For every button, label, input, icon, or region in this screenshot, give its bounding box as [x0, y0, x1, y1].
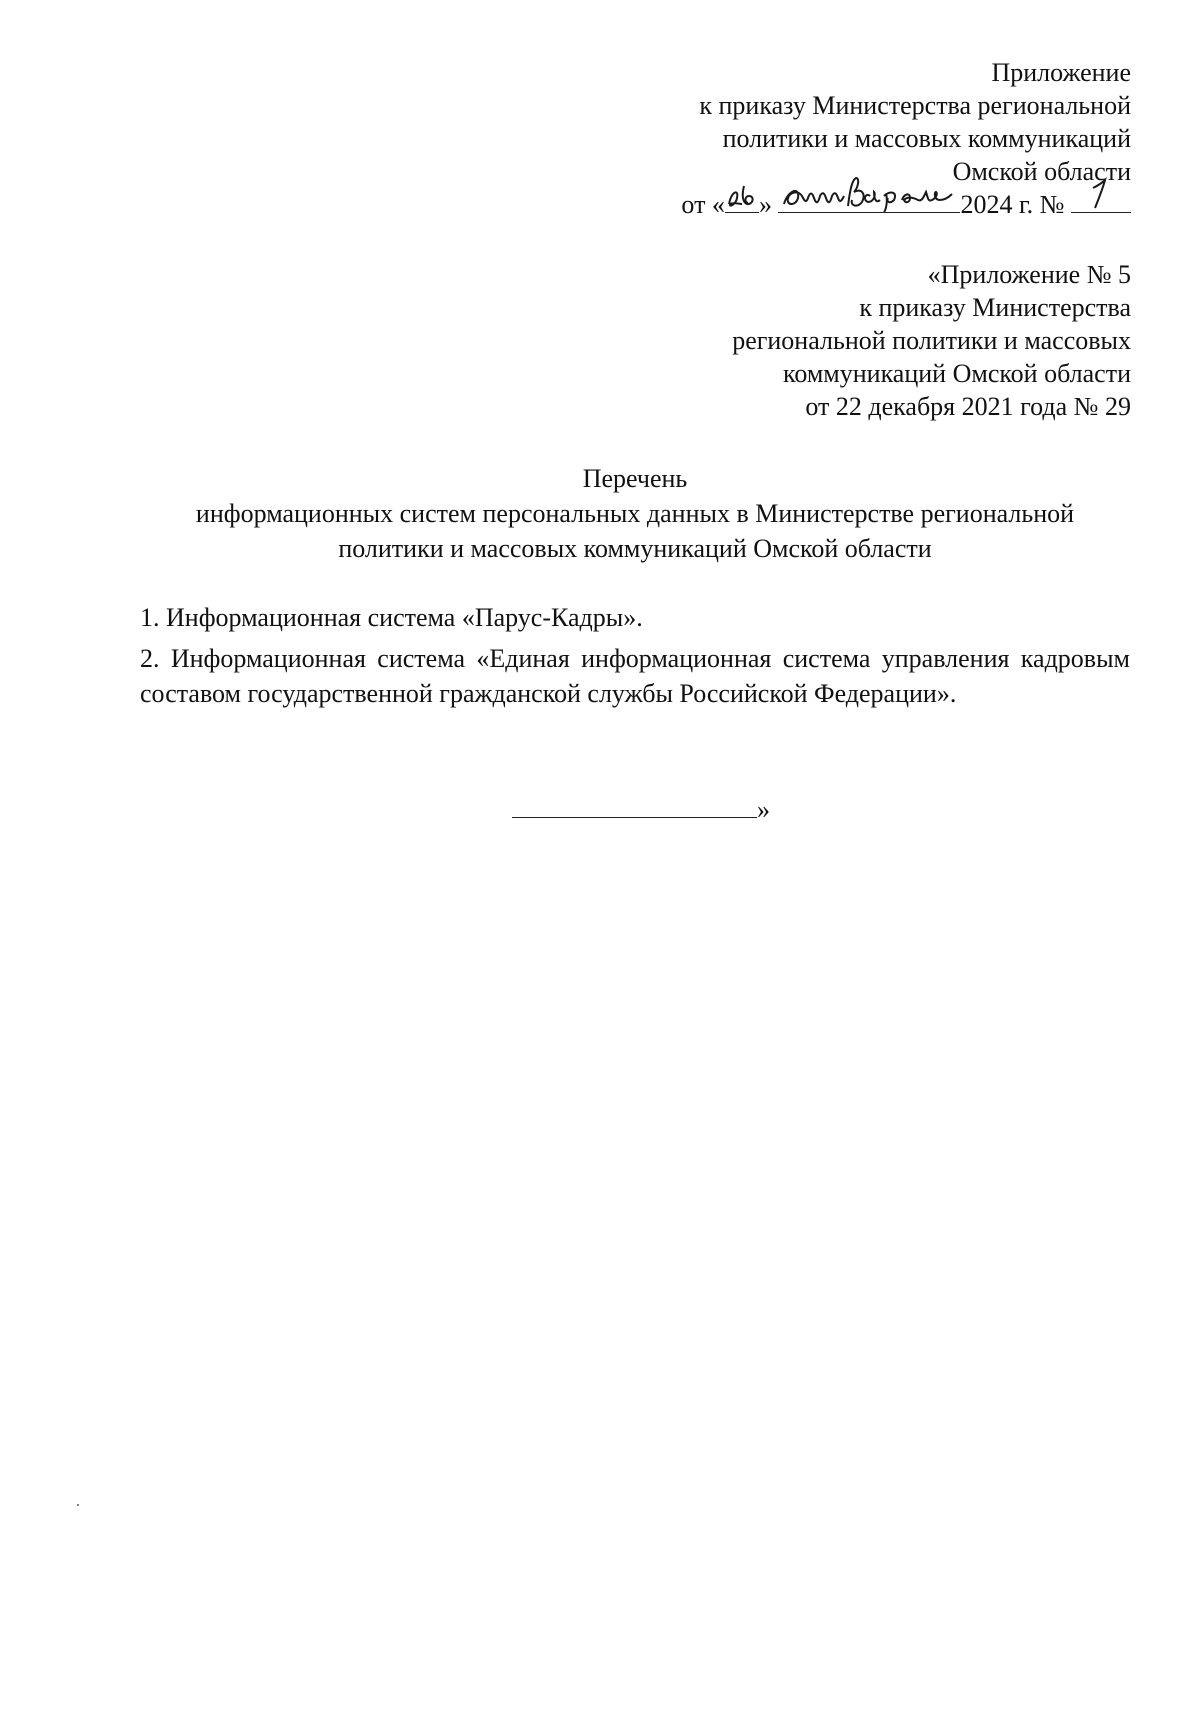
- source-reference: [571, 258, 1131, 423]
- document-title: [140, 461, 1130, 566]
- source-line-2: к приказу Министерства: [859, 293, 1131, 322]
- scan-speck: [77, 1504, 79, 1506]
- approval-line-2: к приказу Министерства региональной: [699, 91, 1131, 120]
- approval-header: [571, 56, 1131, 221]
- source-line-3: региональной политики и массовых: [732, 326, 1131, 355]
- year-text: 2024 г. №: [960, 190, 1065, 219]
- title-line-3: политики и массовых коммуникаций Омской области: [338, 534, 932, 563]
- date-prefix: от «: [681, 190, 725, 219]
- source-line-5: от 22 декабря 2021 года № 29: [805, 392, 1131, 421]
- handwritten-month: [778, 188, 960, 213]
- source-line-1: «Приложение № 5: [927, 260, 1131, 289]
- approval-line-4: Омской области: [952, 157, 1131, 186]
- day-close: »: [758, 190, 772, 219]
- handwritten-day: [725, 188, 759, 213]
- approval-line-3: политики и массовых коммуникаций: [722, 124, 1131, 153]
- source-line-4: коммуникаций Омской области: [783, 359, 1131, 388]
- systems-list: [140, 600, 1130, 711]
- closing-rule: [512, 795, 757, 818]
- closing-quote: »: [757, 795, 770, 824]
- title-line-1: Перечень: [582, 464, 688, 493]
- handwritten-month-signature: [778, 172, 960, 212]
- handwritten-number: [1071, 188, 1131, 213]
- list-item: 2. Информационная система «Единая информационная система управления кадровым составом государственной гражданской службы Российской Федерации».: [140, 644, 1130, 708]
- approval-date-line: [571, 188, 1131, 221]
- approval-line-1: Приложение: [991, 58, 1131, 87]
- closing-line: [512, 793, 770, 826]
- handwritten-day-signature: [725, 172, 759, 212]
- list-item: 1. Информационная система «Парус-Кадры».: [140, 603, 643, 632]
- title-line-2: информационных систем персональных данных в Министерстве региональной: [195, 499, 1075, 528]
- handwritten-number-signature: [1071, 172, 1131, 212]
